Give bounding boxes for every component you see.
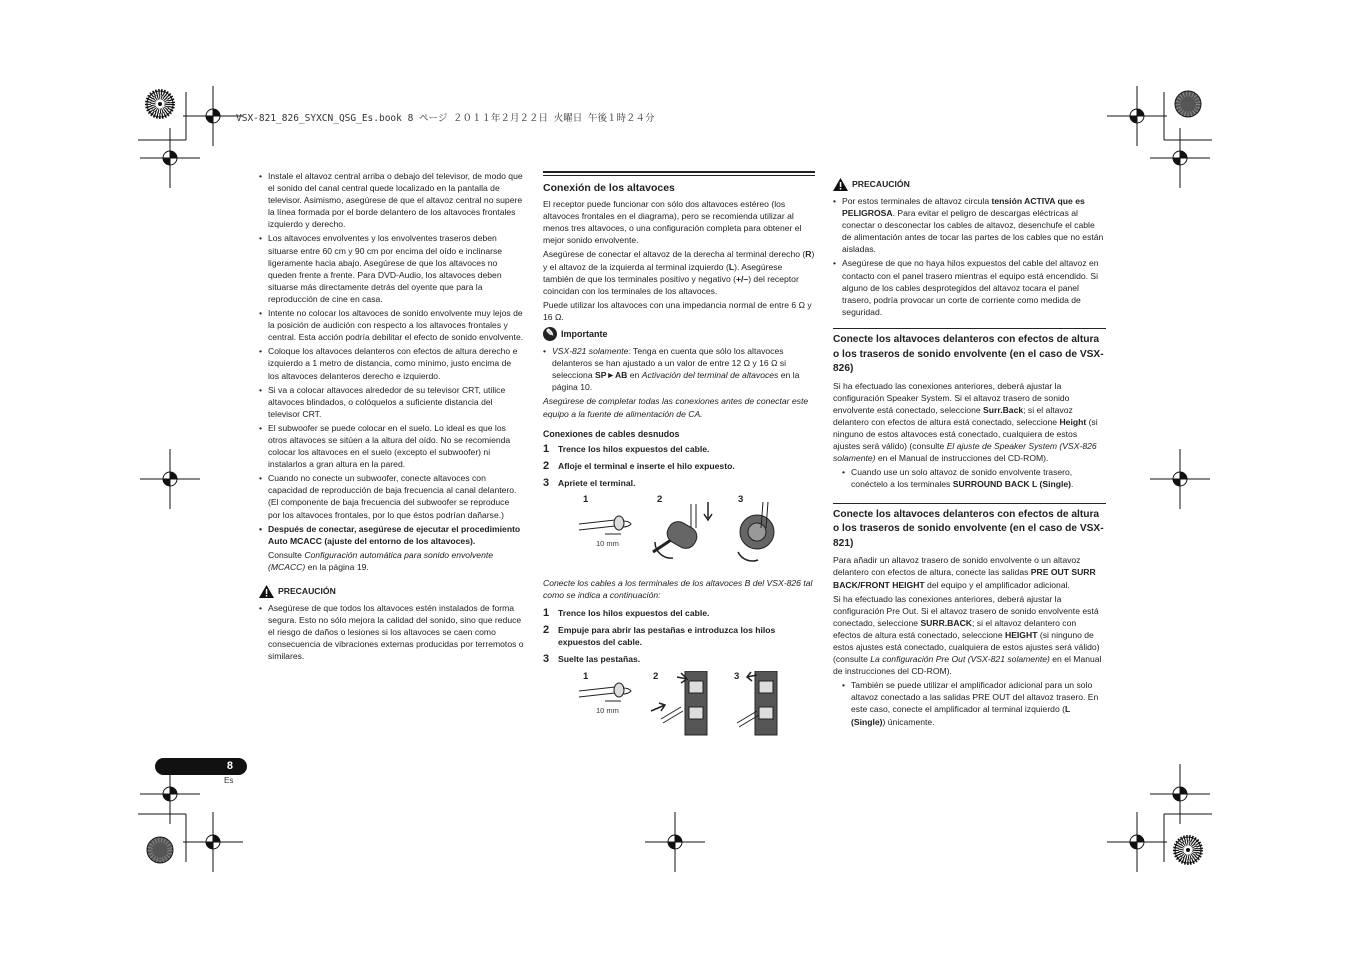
- section-vsx826-bullet: • Cuando use un solo altavoz de sonido envolvente trasero, conéctelo a los terminales SURROUND BACK L (Single).: [842, 466, 1106, 490]
- step-a3: 3 Apriete el terminal.: [543, 476, 636, 489]
- fig-label-3: 3: [738, 493, 744, 505]
- step-b3: 3 Suelte las pestañas.: [543, 653, 641, 666]
- polarity-paragraph: Asegúrese de conectar el altavoz de la derecha al terminal derecho (R) y el altavoz de la izquierda al terminal izquierdo (L). Asegúrese también de que los terminales positivo y negativo (+/–) del receptor coincidan con los terminales de los altavoces.: [543, 249, 815, 296]
- section-vsx821-paragraph-1: Para añadir un altavoz trasero de sonido envolvente o un altavoz delantero con efectos de altura, conecte las salidas PRE OUT SURR BACK/FRONT HEIGHT del equipo y el amplificador adicional.: [833, 555, 1096, 590]
- section-vsx821-bullet: • También se puede utilizar el amplificador adicional para un solo altavoz conectado a las salidas PRE OUT del altavoz trasero. En este caso, conecte el amplificador al terminal izquierdo (L (Single)) únicamente.: [842, 679, 1106, 727]
- important-heading: ✎ Importante: [543, 327, 815, 341]
- bullet-center-speaker: • Instale el altavoz central arriba o debajo del televisor, de modo que el sonido del canal central quede localizado en la pantalla de televisor. Asimismo, asegúrese de que el altavoz central no supere la línea formada por el borde delantero de los altavoces frontales izquierdo y derecho.: [259, 170, 524, 230]
- section-vsx826-paragraph: Si ha efectuado las conexiones anteriores, deberá ajustar la configuración Speaker System. Si el altavoz trasero de sonido envolvente está conectado, seleccione Surr.Back; si el altavoz delantero con efectos de altura está conectado, seleccione Height (si ninguno de estos altavoces está conectado, cualquiera de estos ajustes será válido) (consulte El ajuste de Speaker System (VSX-826 solamente) en el Manual de instrucciones del CD-ROM).: [833, 380, 1098, 464]
- figure-bare-wire: [543, 494, 815, 569]
- caution-heading-right: PRECAUCIÓN: [833, 178, 1106, 191]
- caution-live-voltage: • Por estos terminales de altavoz circula tensión ACTIVA que es PELIGROSA. Para evitar el peligro de descargas eléctricas al conectar o desconectar los cables de altavoz, desenchufe el cable de alimentación antes de tocar las partes de los cables que no están aisladas.: [833, 195, 1106, 255]
- intro-paragraph: El receptor puede funcionar con sólo dos altavoces estéreo (los altavoces frontales en el diagrama), pero se recomienda utilizar al menos tres altavoces, o una configuración completa para obtener el mejor sonido envolvente.: [543, 199, 802, 246]
- fig2-mm-label: 10 mm: [596, 705, 619, 715]
- step-b1: 1 Trence los hilos expuestos del cable.: [543, 607, 710, 620]
- fig2-label-3: 3: [734, 670, 740, 682]
- step-a1: 1 Trence los hilos expuestos del cable.: [543, 442, 710, 455]
- column-left: [259, 170, 524, 664]
- push-terminal-illustration: [543, 671, 815, 743]
- warning-icon: [259, 585, 274, 598]
- page-language: Es: [224, 776, 234, 785]
- caution-heading: PRECAUCIÓN: [259, 585, 524, 598]
- impedance-paragraph: Puede utilizar los altavoces con una impedancia normal de entre 6 Ω y 16 Ω.: [543, 299, 812, 322]
- section-vsx826-title: Conecte los altavoces delanteros con efectos de altura o los traseros de sonido envolvente (en el caso de VSX-826): [833, 333, 1104, 375]
- italic-note: Asegúrese de completar todas las conexiones antes de conectar este equipo a la fuente de alimentación de CA.: [543, 396, 809, 419]
- bare-wire-title: Conexiones de cables desnudos: [543, 428, 680, 439]
- bullet-surround-distance: • Intente no colocar los altavoces de sonido envolvente muy lejos de la posición de audición con respecto a los altavoces frontales y central. Esta acción podría debilitar el efecto de sonido envolvente.: [259, 307, 524, 343]
- bullet-front-height: • Coloque los altavoces delanteros con efectos de altura derecho e izquierdo a 1 metro de distancia, como mínimo, justo encima de los altavoces delanteros derecho e izquierdo.: [259, 345, 524, 381]
- fig2-label-2: 2: [653, 670, 659, 682]
- fig-label-1: 1: [583, 493, 589, 505]
- section-rule: [543, 171, 815, 176]
- wire-terminal-illustration: [543, 494, 815, 569]
- fig-label-2: 2: [657, 493, 663, 505]
- consulte-line: Consulte Configuración automática para sonido envolvente (MCACC) en la página 19.: [268, 549, 494, 572]
- section-rule-1: [833, 328, 1106, 329]
- bullet-subwoofer-floor: • El subwoofer se puede colocar en el suelo. Lo ideal es que los otros altavoces se sitúen a la altura del oído. No se recomienda colocar los altavoces en el suelo (excepto el subwoofer) ni instalarlos a gran altura en la pared.: [259, 422, 524, 470]
- step-b2: 2 Empuje para abrir las pestañas e introduzca los hilos expuestos del cable.: [543, 624, 776, 648]
- caution-bullet: • Asegúrese de que todos los altavoces estén instalados de forma segura. Esto no sólo mejora la calidad del sonido, sino que reduce el riesgo de daños o lesiones si los altavoces se caen como consecuencia de vibraciones externas producidas por terremotos o similares.: [259, 602, 524, 662]
- column-right: [833, 174, 1106, 730]
- warning-icon: [833, 178, 848, 191]
- important-icon: ✎: [543, 327, 557, 341]
- section-title: Conexión de los altavoces: [543, 182, 675, 194]
- bullet-crt: • Si va a colocar altavoces alrededor de su televisor CRT, utilice altavoces blindados, o colóquelos a suficiente distancia del televisor CRT.: [259, 384, 524, 420]
- section-vsx821-title: Conecte los altavoces delanteros con efectos de altura o los traseros de sonido envolvente (en el caso de VSX-821): [833, 508, 1104, 549]
- column-middle: [543, 171, 815, 751]
- bullet-auto-mcacc: • Después de conectar, asegúrese de ejecutar el procedimiento Auto MCACC (ajuste del entorno de los altavoces).: [259, 523, 524, 547]
- section-rule-2: [833, 503, 1106, 504]
- link-mcacc[interactable]: Configuración automática para sonido envolvente (MCACC): [268, 549, 494, 572]
- section-vsx821-paragraph-2: Si ha efectuado las conexiones anteriores, deberá ajustar la configuración Pre Out. Si el altavoz trasero de sonido envolvente está conectado, seleccione SURR.BACK; si el altavoz delantero con efectos de altura está conectado, seleccione HEIGHT (si ninguno de estos ajustes está conectado, cualquiera de estos ajustes será válido) (consulte La configuración Pre Out (VSX-821 solamente) en el Manual de instrucciones del CD-ROM).: [833, 593, 1102, 677]
- page-number-tab: 8: [155, 758, 247, 775]
- book-header: VSX-821_826_SYXCN_QSG_Es.book 8 ページ ２０１１年２月２２日 火曜日 午後１時２４分: [236, 113, 655, 124]
- bullet-no-subwoofer: • Cuando no conecte un subwoofer, conecte altavoces con capacidad de reproducción de baja frecuencia al canal delantero. (El componente de baja frecuencia del subwoofer se reproduce por los altavoces frontales, por lo que éstos podrían dañarse.): [259, 472, 524, 520]
- important-bullet: • VSX-821 solamente: Tenga en cuenta que sólo los altavoces delanteros se han ajustado a un valor de entre 12 Ω y 16 Ω si selecciona SP►AB en Activación del terminal de altavoces en la página 10.: [543, 345, 815, 393]
- italic-note-vsx826: Conecte los cables a los terminales de los altavoces B del VSX-826 tal como se indica a continuación:: [543, 577, 813, 601]
- fig-mm-label: 10 mm: [596, 538, 619, 548]
- fig2-label-1: 1: [583, 670, 589, 682]
- caution-exposed-wires: • Asegúrese de que no haya hilos expuestos del cable del altavoz en contacto con el panel trasero mientras el equipo está encendido. Si alguno de los cables desprotegidos del altavoz tocara el panel trasero, podría provocar un corte de corriente como medida de seguridad.: [833, 257, 1106, 317]
- bullet-surround-height: • Los altavoces envolventes y los envolventes traseros deben situarse entre 60 cm y 90 cm por encima del oído e inclinarse ligeramente hacia abajo. Asegúrese de que los altavoces no queden frente a frente. Para DVD-Audio, los altavoces deben situarse más directamente detrás del oyente que para la reproducción de cine en casa.: [259, 232, 524, 305]
- step-a2: 2 Afloje el terminal e inserte el hilo expuesto.: [543, 459, 735, 472]
- figure-push-terminal: [543, 671, 815, 743]
